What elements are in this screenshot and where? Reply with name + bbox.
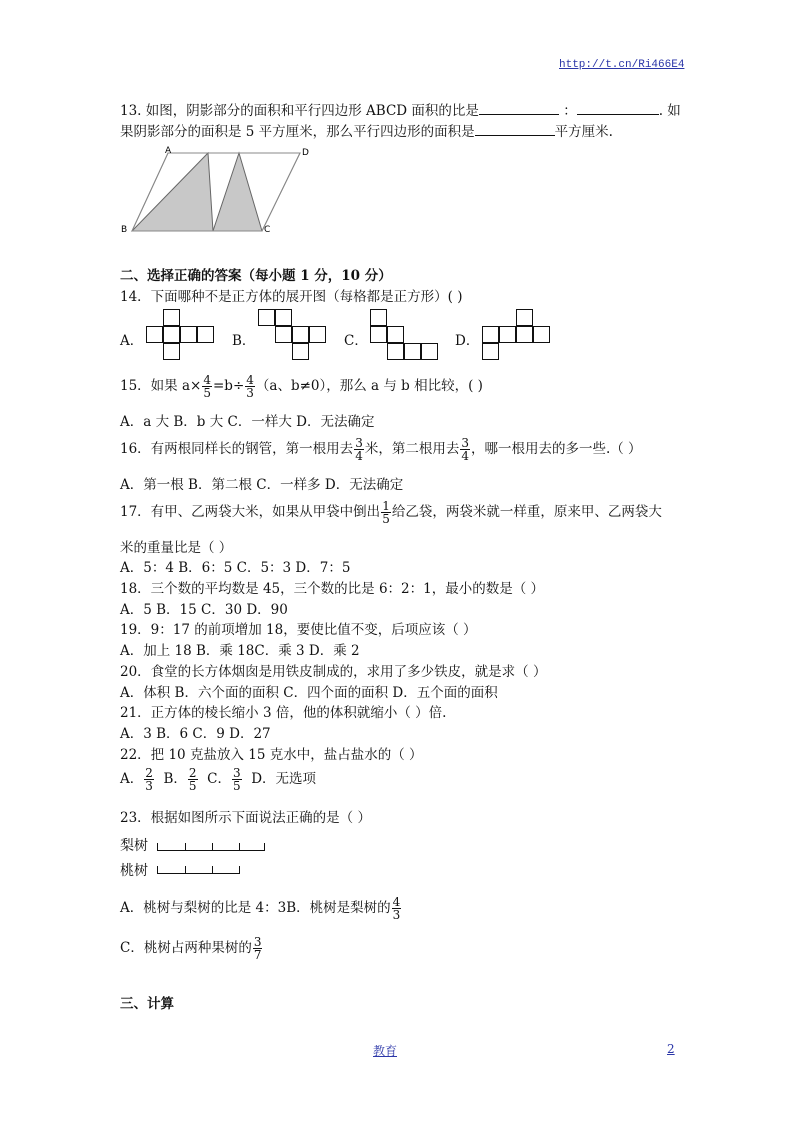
q18-options: A．5 B．15 C．30 D．90 xyxy=(120,602,288,618)
section2-title: 二、选择正确的答案（每小题 1 分，10 分） xyxy=(120,268,392,284)
q23-options-c xyxy=(120,936,263,961)
q23-options-ab xyxy=(120,896,402,921)
q16-suffix: ，哪一根用去的多一些.（ ） xyxy=(470,441,642,457)
q19-options: A．加上 18 B．乘 18C．乘 3 D．乘 2 xyxy=(120,643,360,659)
pear-bar xyxy=(157,843,265,851)
q17-text xyxy=(120,500,662,525)
label-D: D xyxy=(302,148,309,158)
q13-line2 xyxy=(120,120,613,140)
q13-text-a: 13. 如图，阴影部分的面积和平行四边形 ABCD 面积的比是 xyxy=(120,103,479,119)
q13-colon: ： xyxy=(563,103,577,119)
label-A: A xyxy=(165,146,172,156)
q14-opt-b: B． xyxy=(232,333,256,349)
peach-bar xyxy=(157,866,240,874)
q20-options: A．体积 B．六个面的面积 C．四个面的面积 D．五个面的面积 xyxy=(120,685,498,701)
q16-frac-1: $\frac{3}{4}$ xyxy=(355,436,363,463)
q22-frac-a: $\frac{2}{3}$ xyxy=(145,766,153,793)
q22-opt-c: C． xyxy=(207,771,231,787)
label-B: B xyxy=(121,225,128,235)
q17-prefix: 17．有甲、乙两袋大米，如果从甲袋中倒出 xyxy=(120,504,381,520)
q21-text: 21．正方体的棱长缩小 3 倍，他的体积就缩小（ ）倍. xyxy=(120,705,447,721)
q15-options: A．a 大 B．b 大 C．一样大 D．无法确定 xyxy=(120,414,375,430)
q17-line2: 米的重量比是（ ） xyxy=(120,540,233,556)
q14-text: 14．下面哪种不是正方体的展开图（每格都是正方形）( ) xyxy=(120,289,463,305)
q17-suffix: 给乙袋，两袋米就一样重，原来甲、乙两袋大 xyxy=(391,504,662,520)
parallelogram-figure xyxy=(118,143,318,238)
q17-frac-1: $\frac{1}{5}$ xyxy=(382,499,390,526)
q20-text: 20．食堂的长方体烟囱是用铁皮制成的，求用了多少铁皮，就是求（ ） xyxy=(120,664,547,680)
q15-text xyxy=(120,374,483,399)
q23-frac-b: $\frac{4}{3}$ xyxy=(392,895,401,922)
q15-mid: =b÷ xyxy=(212,378,245,394)
q16-options: A．第一根 B．第二根 C．一样多 D．无法确定 xyxy=(120,477,404,493)
q13-line1 xyxy=(120,99,681,119)
q17-options: A．5：4 B．6：5 C．5：3 D．7：5 xyxy=(120,560,351,576)
footer-link[interactable]: 教育 xyxy=(373,1044,398,1058)
q19-text: 19．9：17 的前项增加 18，要使比值不变，后项应该（ ） xyxy=(120,622,477,638)
q22-frac-c: $\frac{3}{5}$ xyxy=(232,766,241,793)
q23-frac-c: $\frac{3}{7}$ xyxy=(253,935,262,962)
q16-text xyxy=(120,437,642,462)
q14-opt-d: D． xyxy=(455,333,480,349)
q15-prefix: 15．如果 a× xyxy=(120,378,202,394)
q16-mid: 米，第二根用去 xyxy=(364,441,460,457)
section3-title: 三、计算 xyxy=(120,996,174,1012)
q13-text-b: . 如 xyxy=(658,103,681,119)
q22-opt-a: A． xyxy=(120,771,144,787)
q13-blank-1 xyxy=(479,102,559,115)
q14-opt-c: C． xyxy=(344,333,368,349)
q23-text: 23．根据如图所示下面说法正确的是（ ） xyxy=(120,810,371,826)
q22-opt-b: B． xyxy=(163,771,187,787)
q14-opt-a: A． xyxy=(120,333,144,349)
q13-blank-3 xyxy=(475,123,555,136)
q21-options: A．3 B．6 C．9 D．27 xyxy=(120,726,271,742)
q22-frac-b: $\frac{2}{5}$ xyxy=(188,766,197,793)
q15-frac-2: $\frac{4}{3}$ xyxy=(246,373,254,400)
q15-frac-1: $\frac{4}{5}$ xyxy=(203,373,211,400)
peach-label: 桃树 xyxy=(120,863,148,879)
label-C: C xyxy=(264,225,271,235)
q13-blank-2 xyxy=(577,102,659,115)
pear-label: 梨树 xyxy=(120,838,148,854)
q16-prefix: 16．有两根同样长的钢管，第一根用去 xyxy=(120,441,354,457)
page-number: 2 xyxy=(667,1042,675,1056)
q15-suffix: （a、b≠0），那么 a 与 b 相比较，( ) xyxy=(255,378,483,394)
q22-opt-d: D．无选项 xyxy=(251,771,317,787)
q16-frac-2: $\frac{3}{4}$ xyxy=(461,436,469,463)
q22-options xyxy=(120,767,316,792)
header-url[interactable]: http://t.cn/Ri466E4 xyxy=(559,59,685,71)
q22-text: 22．把 10 克盐放入 15 克水中，盐占盐水的（ ） xyxy=(120,747,423,763)
q23-opt-c: C．桃树占两种果树的 xyxy=(120,940,252,956)
q23-opt-ab: A．桃树与梨树的比是 4：3B．桃树是梨树的 xyxy=(120,900,391,916)
q13-text-c: 果阴影部分的面积是 5 平方厘米，那么平行四边形的面积是 xyxy=(120,124,475,140)
q13-text-d: 平方厘米. xyxy=(554,124,613,140)
q18-text: 18．三个数的平均数是 45，三个数的比是 6：2：1，最小的数是（ ） xyxy=(120,581,544,597)
